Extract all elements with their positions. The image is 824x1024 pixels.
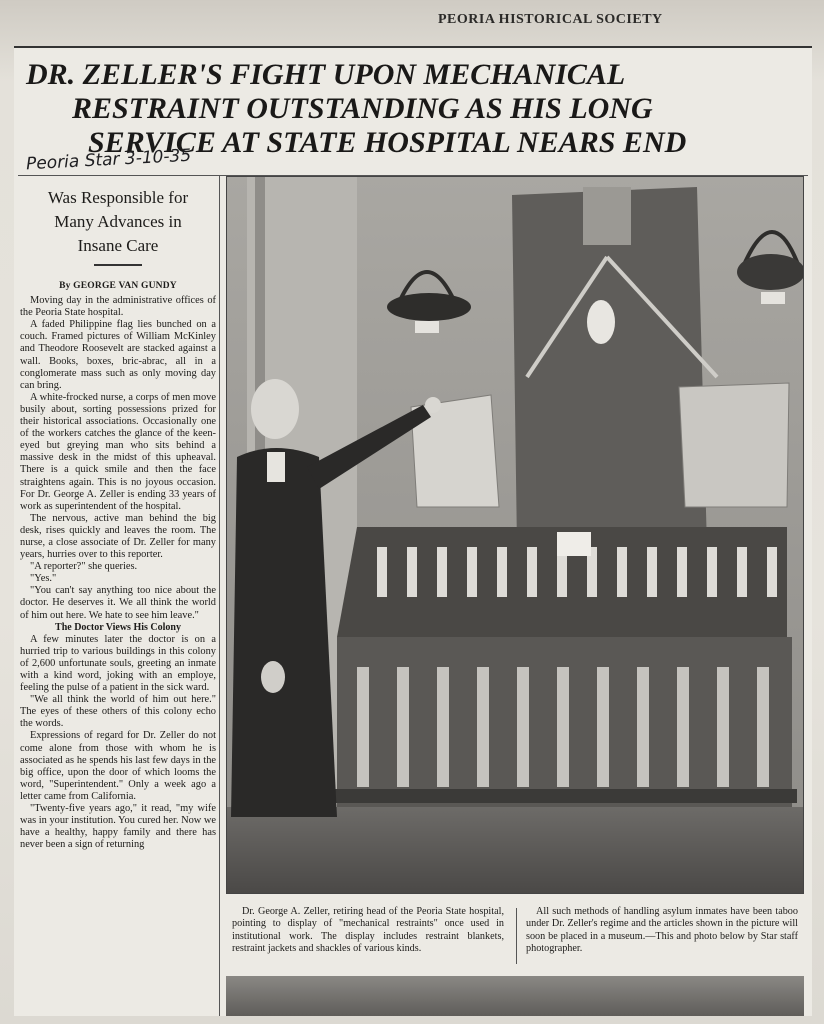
section-heading: The Doctor Views His Colony (55, 621, 181, 633)
photograph-restraint-display (226, 176, 804, 894)
masthead: PEORIA HISTORICAL SOCIETY (438, 12, 663, 27)
article-paragraph: A faded Philippine flag lies bunched on a couch. Framed pictures of William McKinley and Theodore Roosevelt are stacked against a wall. Books, boxes, bric-abrac, all in a conglomerate mass such as only moving day can bring. (20, 319, 216, 391)
article-paragraph: Expressions of regard for Dr. Zeller do not come alone from those with whom he is associated as he spends his last few days in the big office, upon the door of which looms the word, "Superintendent." Only a week ago a letter came from California. (20, 730, 216, 802)
byline: By GEORGE VAN GUNDY (59, 281, 177, 291)
caption-divider (516, 908, 517, 964)
article-column (20, 186, 216, 851)
subhead (20, 186, 216, 258)
subhead-rule (94, 264, 142, 266)
article-paragraph: A few minutes later the doctor is on a hurried trip to various buildings in this colony of 2,600 unfortunate souls, greeting an inmate with a kind word, joking with an employe, feeling the pulse of a patient in the sick ward. (20, 633, 216, 694)
caption-left: Dr. George A. Zeller, retiring head of the Peoria State hospital, pointing to display of "mechanical restraints" once used in institutional work. The display includes restraint blankets, restraint jackets and shackles of various kinds. (232, 906, 504, 954)
caption-right: All such methods of handling asylum inmates have been taboo under Dr. Zeller's regime and the articles shown in the picture will soon be placed in a museum.—This and photo below by Star staff photographer. (526, 906, 798, 954)
article-paragraph: Moving day in the administrative offices of the Peoria State hospital. (20, 295, 216, 319)
headline-line-3: SERVICE AT STATE HOSPITAL NEARS END (88, 126, 687, 159)
article-paragraph: A white-frocked nurse, a corps of men move busily about, sorting possessions prized for their historical associations. Occasionally one of the workers catches the glance of the keen-eyed but greying man who sits behind a massive desk in the midst of this upheaval. There is a quick smile and then the face straightens again. This is no joyous occasion. For Dr. George A. Zeller is ending 33 years of work as superintendent of the hospital. (20, 391, 216, 512)
article-paragraph: "Yes." (30, 573, 57, 585)
second-photo-edge (226, 976, 804, 1016)
article-paragraph: "Twenty-five years ago," it read, "my wife was in your institution. You cured her. Now we have a healthy, happy family and there has never been a sign of returning (20, 803, 216, 851)
subhead-line-2: Many Advances in (54, 212, 182, 231)
subhead-line-3: Insane Care (77, 236, 159, 255)
handwritten-note: Peoria Star 3-10-35 (25, 145, 192, 175)
article-paragraph: "A reporter?" she queries. (30, 561, 138, 573)
headline-line-2: RESTRAINT OUTSTANDING AS HIS LONG (72, 92, 653, 125)
photo-captions (226, 900, 804, 970)
subhead-line-1: Was Responsible for (47, 188, 189, 207)
article-paragraph: "We all think the world of him out here." The eyes of these others of this colony echo the words. (20, 694, 216, 730)
photograph-icon (227, 177, 804, 894)
article-paragraph: "You can't say anything too nice about the doctor. He deserves it. We all think the world of him out here. We hate to see him leave." (20, 585, 216, 621)
headline-line-1: DR. ZELLER'S FIGHT UPON MECHANICAL (26, 58, 626, 91)
column-divider (219, 176, 220, 1016)
article-paragraph: The nervous, active man behind the big desk, rises quickly and leaves the room. The nurse, a close associate of Dr. Zeller for many years, hurries over to this reporter. (20, 512, 216, 561)
headline (22, 58, 812, 160)
